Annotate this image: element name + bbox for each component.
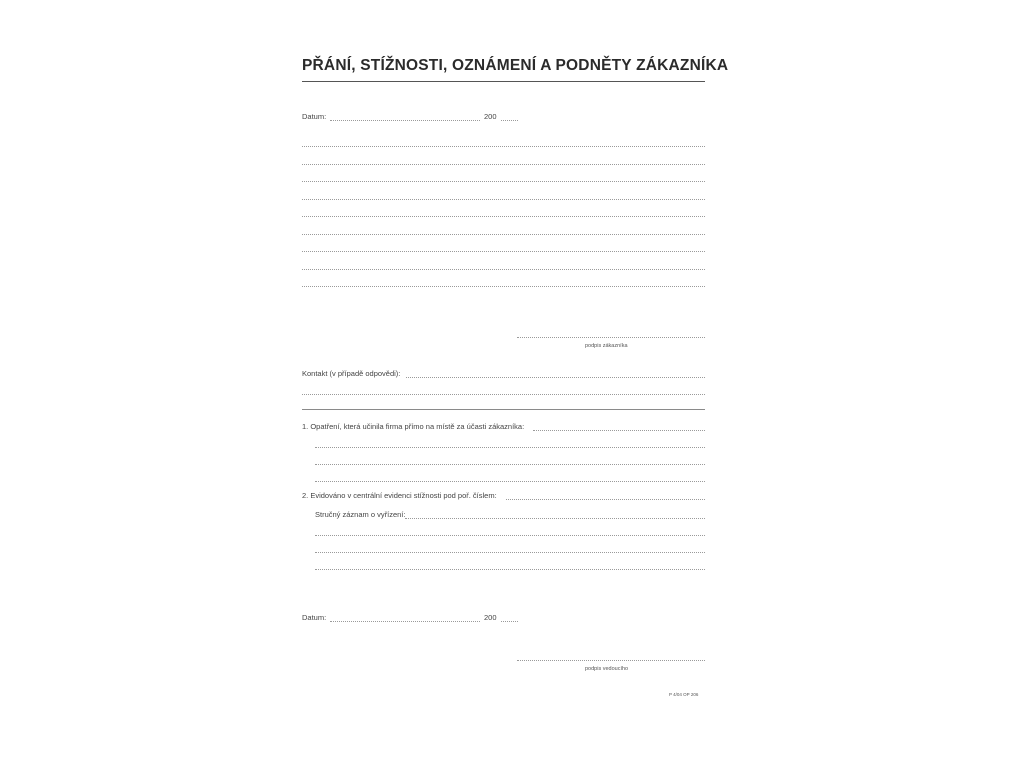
item2-number-field[interactable] (506, 499, 705, 500)
contact-label: Kontakt (v případě odpovědi): (302, 369, 401, 378)
message-line[interactable] (302, 181, 705, 182)
summary-label: Stručný záznam o vyřízení: (315, 510, 406, 519)
datum-label-2: Datum: (302, 613, 327, 622)
contact-field-line-2[interactable] (302, 394, 705, 395)
summary-field[interactable] (405, 518, 705, 519)
summary-line[interactable] (315, 552, 705, 553)
message-line[interactable] (302, 164, 705, 165)
year-field-2[interactable] (501, 621, 518, 622)
title-underline (302, 81, 705, 82)
message-line[interactable] (302, 234, 705, 235)
manager-signature-line[interactable] (517, 660, 705, 661)
form-code: P 4/04 OP 206 (669, 692, 699, 697)
item1-field[interactable] (533, 430, 705, 431)
message-line[interactable] (302, 146, 705, 147)
manager-signature-caption: podpis vedoucího (585, 666, 629, 672)
summary-line[interactable] (315, 535, 705, 536)
item1-line[interactable] (315, 481, 705, 482)
datum-field[interactable] (330, 120, 480, 121)
year-field[interactable] (501, 120, 518, 121)
message-line[interactable] (302, 251, 705, 252)
message-line[interactable] (302, 199, 705, 200)
item1-line[interactable] (315, 464, 705, 465)
section-divider (302, 409, 705, 410)
message-line[interactable] (302, 269, 705, 270)
form-title: PŘÁNÍ, STÍŽNOSTI, OZNÁMENÍ A PODNĚTY ZÁKAZNÍKA (302, 57, 729, 74)
customer-signature-line[interactable] (517, 337, 705, 338)
item1-line[interactable] (315, 447, 705, 448)
summary-line[interactable] (315, 569, 705, 570)
item2-label: 2. Evidováno v centrální evidenci stížnosti pod poř. číslem: (302, 491, 497, 500)
contact-field[interactable] (406, 377, 705, 378)
message-line[interactable] (302, 286, 705, 287)
customer-signature-caption: podpis zákazníka (585, 343, 628, 349)
datum-field-2[interactable] (330, 621, 480, 622)
year-prefix-2: 200 (484, 613, 497, 622)
year-prefix: 200 (484, 112, 497, 121)
datum-label: Datum: (302, 112, 327, 121)
message-line[interactable] (302, 216, 705, 217)
item1-label: 1. Opatření, která učinila firma přímo na místě za účasti zákazníka: (302, 422, 525, 431)
